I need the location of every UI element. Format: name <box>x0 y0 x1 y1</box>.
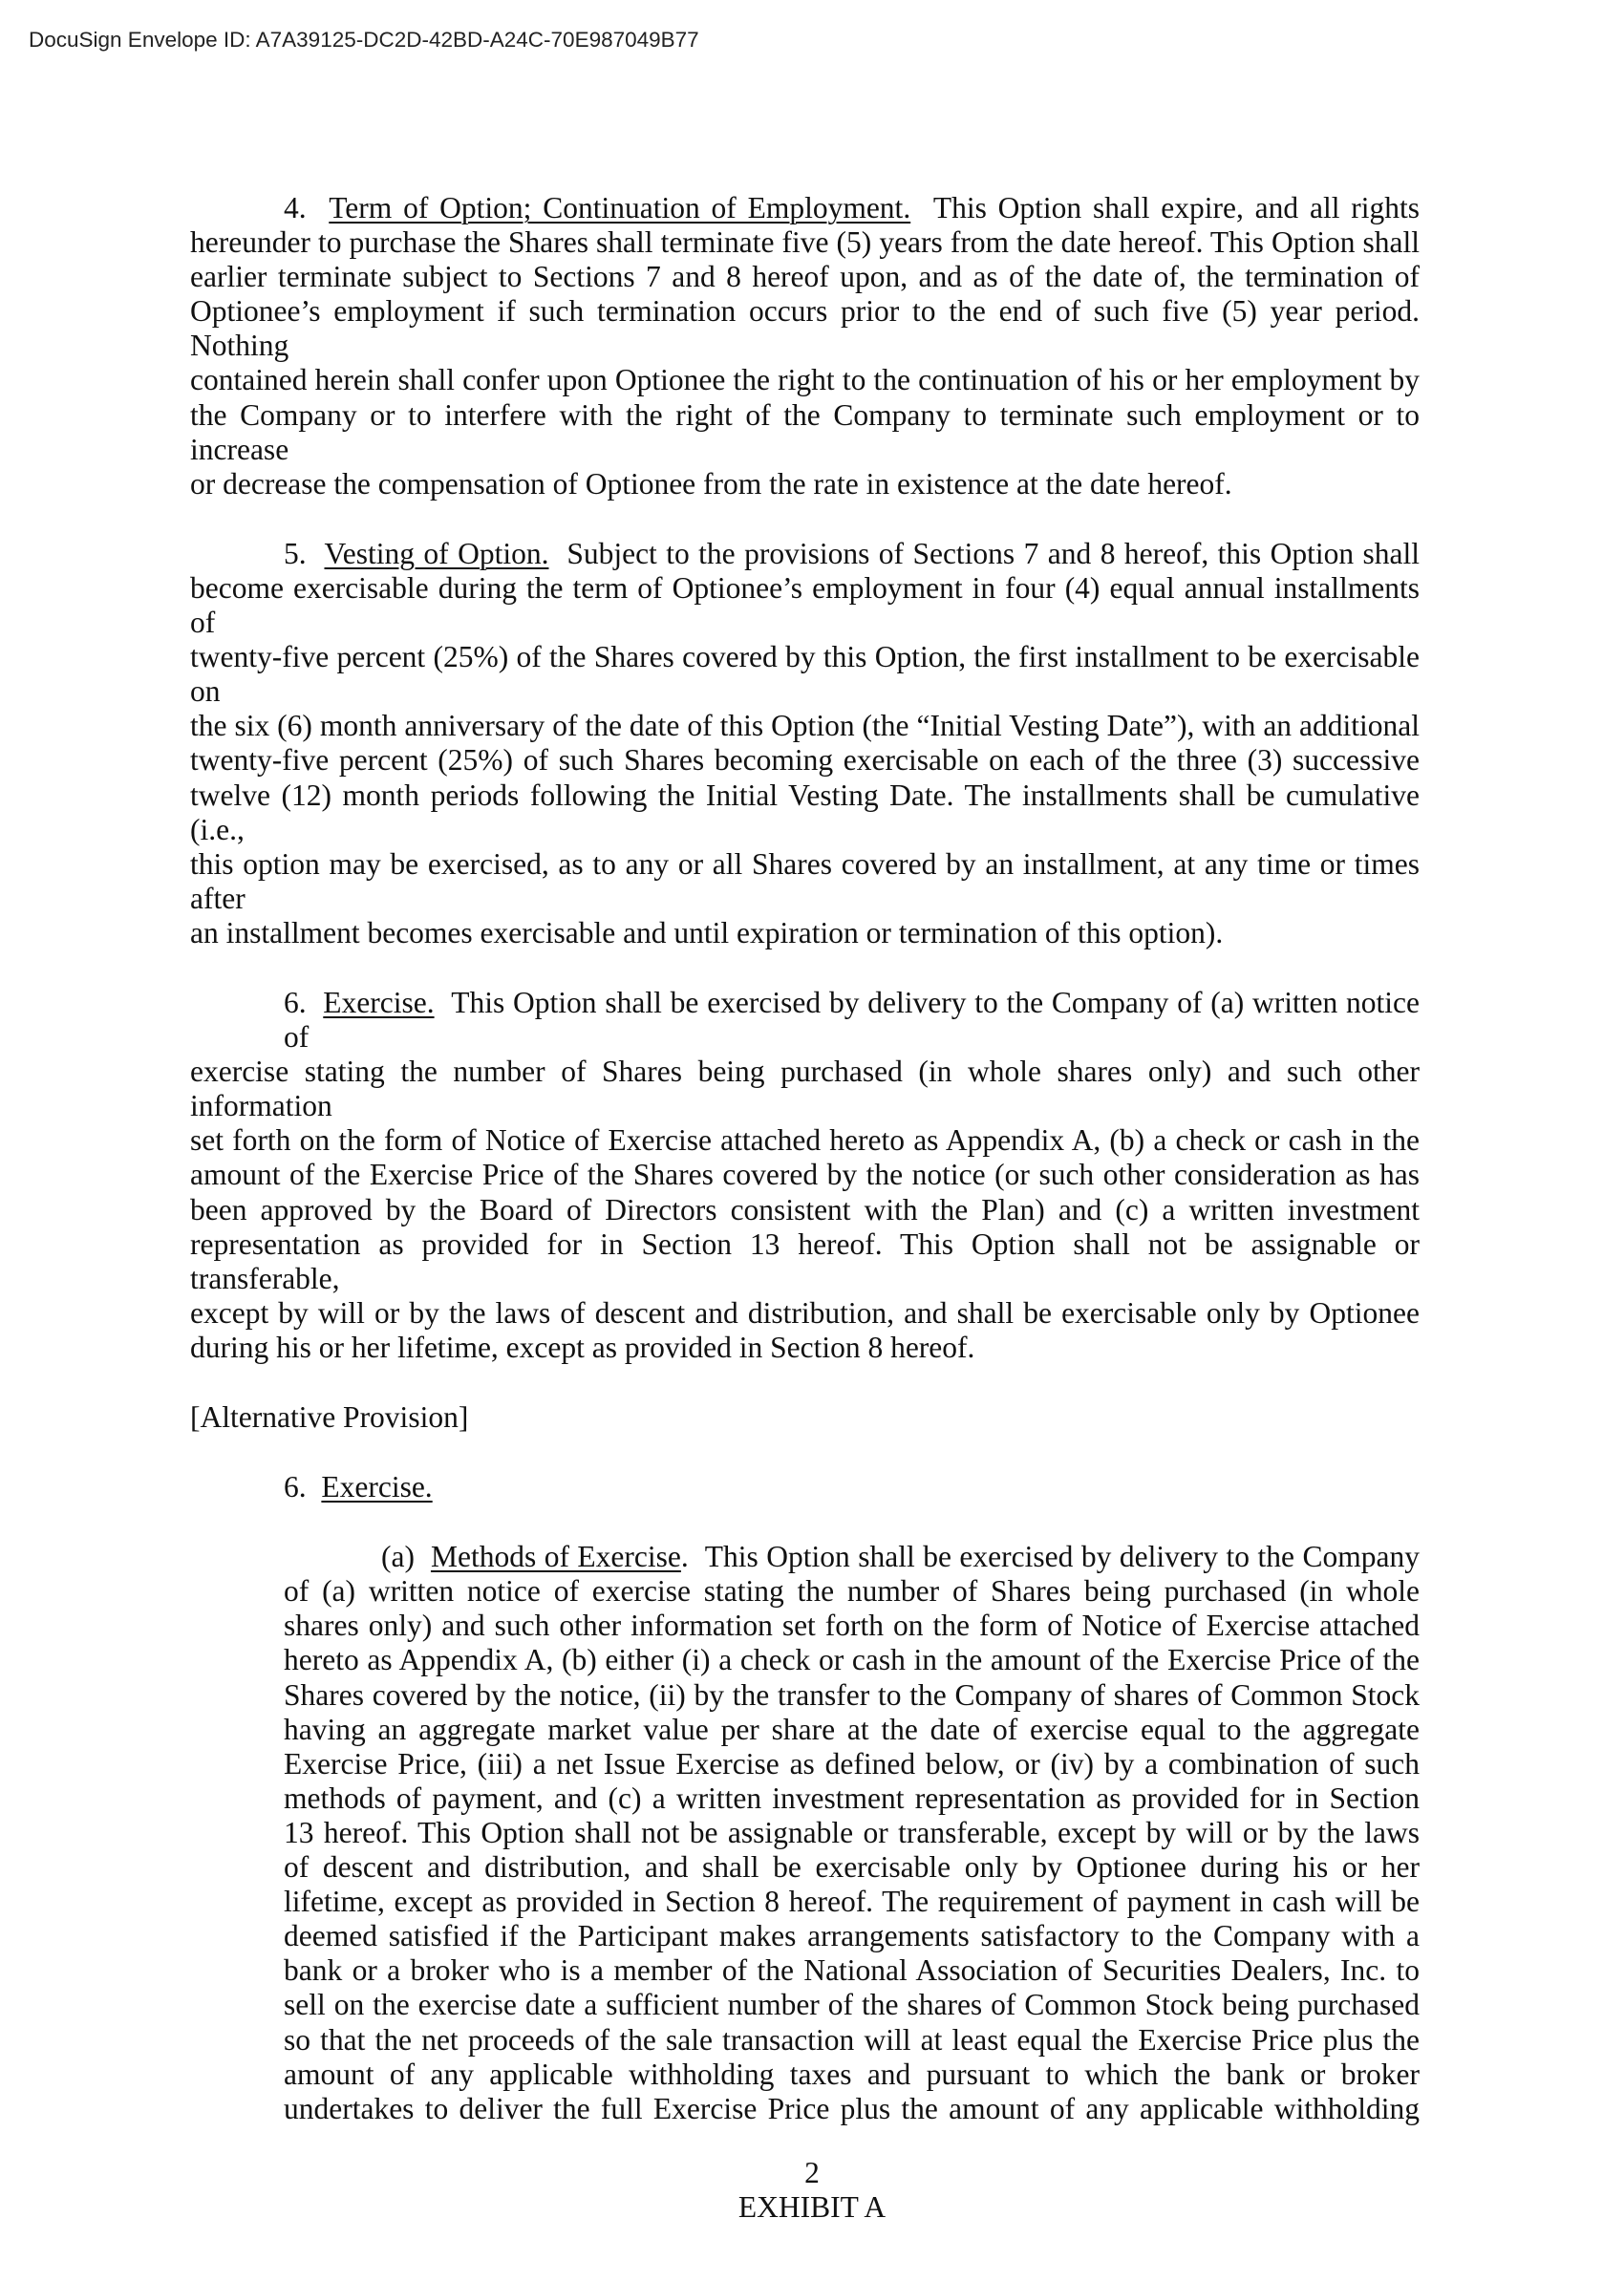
first-line <box>190 537 1420 571</box>
section-heading: Methods of Exercise <box>430 1540 681 1574</box>
first-line-text: This Option shall expire, and all rights <box>932 191 1421 224</box>
first-line <box>284 1540 1420 1574</box>
text-line: 13 hereof. This Option shall not be assignable or transferable, except by will or by the laws <box>284 1815 1420 1849</box>
text-line: amount of any applicable withholding taxes and pursuant to which the bank or broker <box>284 2057 1420 2091</box>
text-line: having an aggregate market value per share at the date of exercise equal to the aggregate <box>284 1712 1420 1746</box>
text-line: representation as provided for in Section 13 hereof. This Option shall not be assignable or transferable, <box>190 1226 1420 1295</box>
text-line: amount of the Exercise Price of the Shares covered by the notice (or such other consideration as has <box>190 1158 1420 1192</box>
section-number: 5. <box>284 536 307 570</box>
heading-punctuation: . <box>680 1540 689 1574</box>
text-line: this option may be exercised, as to any or all Shares covered by an installment, at any time or times after <box>190 846 1420 915</box>
text-line: deemed satisfied if the Participant makes arrangements satisfactory to the Company with a <box>284 1919 1420 1953</box>
text-line: of (a) written notice of exercise stating the number of Shares being purchased (in whole <box>284 1574 1420 1609</box>
text-line: the Company or to interfere with the right of the Company to terminate such employment or to increase <box>190 397 1420 466</box>
text-line: set forth on the form of Notice of Exercise attached hereto as Appendix A, (b) a check or cash in the <box>190 1123 1420 1158</box>
section-4-term-of-option <box>190 191 1420 501</box>
section-5-vesting <box>190 537 1420 950</box>
docusign-envelope-id: DocuSign Envelope ID: A7A39125-DC2D-42BD-A24C-70E987049B77 <box>29 28 699 52</box>
text-line: hereunder to purchase the Shares shall terminate five (5) years from the date hereof. This Option shall <box>190 225 1420 260</box>
text-line: been approved by the Board of Directors consistent with the Plan) and (c) a written investment <box>190 1192 1420 1226</box>
section-heading: Vesting of Option. <box>324 536 549 570</box>
section-number: 6. <box>284 1470 307 1504</box>
first-line <box>190 986 1420 1055</box>
first-line-text: Subject to the provisions of Sections 7 and 8 hereof, this Option shall <box>566 536 1420 570</box>
text-line: Exercise Price, (iii) a net Issue Exercise as defined below, or (iv) by a combination of such <box>284 1746 1420 1781</box>
exhibit-label: EXHIBIT A <box>737 2189 887 2224</box>
text-line: of descent and distribution, and shall be exercisable only by Optionee during his or her <box>284 1850 1420 1885</box>
text-line: Optionee’s employment if such termination occurs prior to the end of such five (5) year period. Nothing <box>190 294 1420 363</box>
section-heading: Exercise. <box>321 1470 433 1504</box>
text-line: methods of payment, and (c) a written investment representation as provided for in Section <box>284 1781 1420 1815</box>
text-line: an installment becomes exercisable and until expiration or termination of this option). <box>190 915 1224 949</box>
first-line-text: This Option shall be exercised by delivery to the Company of (a) written notice of <box>284 985 1421 1055</box>
text-line: twelve (12) month periods following the Initial Vesting Date. The installments shall be cumulative (i.e., <box>190 778 1420 846</box>
text-line: the six (6) month anniversary of the date of this Option (the “Initial Vesting Date”), with an additional <box>190 709 1420 743</box>
text-line: hereto as Appendix A, (b) either (i) a check or cash in the amount of the Exercise Price of the <box>284 1643 1420 1677</box>
text-line: lifetime, except as provided in Section 8 hereof. The requirement of payment in cash will be <box>284 1885 1420 1919</box>
text-line: earlier terminate subject to Sections 7 and 8 hereof upon, and as of the date of, the termination of <box>190 260 1420 294</box>
text-line: become exercisable during the term of Optionee’s employment in four (4) equal annual installments of <box>190 570 1420 640</box>
text-line: shares only) and such other information set forth on the form of Notice of Exercise attached <box>284 1609 1420 1643</box>
text-line: except by will or by the laws of descent and distribution, and shall be exercisable only by Optionee <box>190 1295 1420 1330</box>
alternative-provision-label: [Alternative Provision] <box>190 1400 469 1434</box>
text-line: twenty-five percent (25%) of the Shares covered by this Option, the first installment to be exercisable on <box>190 640 1420 709</box>
document-body <box>0 191 1624 2282</box>
subsection-a-methods-of-exercise <box>284 1540 1420 2126</box>
text-line: bank or a broker who is a member of the National Association of Securities Dealers, Inc. to <box>284 1953 1420 1988</box>
text-line: contained herein shall confer upon Optionee the right to the continuation of his or her employment by <box>190 363 1420 397</box>
text-line: twenty-five percent (25%) of such Shares becoming exercisable on each of the three (3) successive <box>190 743 1420 778</box>
text-line: sell on the exercise date a sufficient number of the shares of Common Stock being purchased <box>284 1988 1420 2022</box>
section-number: 6. <box>284 985 307 1019</box>
first-line-text: This Option shall be exercised by delivery to the Company <box>704 1540 1420 1574</box>
text-line: during his or her lifetime, except as provided in Section 8 hereof. <box>190 1330 975 1364</box>
section-number: 4. <box>284 191 307 224</box>
text-line: exercise stating the number of Shares being purchased (in whole shares only) and such other information <box>190 1055 1420 1123</box>
text-line: Shares covered by the notice, (ii) by the transfer to the Company of shares of Common Stock <box>284 1677 1420 1712</box>
page-number: 2 <box>804 2155 820 2189</box>
first-line <box>190 191 1420 225</box>
section-number: (a) <box>381 1540 415 1574</box>
text-line: undertakes to deliver the full Exercise Price plus the amount of any applicable withholding <box>284 2091 1420 2125</box>
section-6-exercise <box>190 986 1420 1365</box>
text-line: or decrease the compensation of Optionee from the rate in existence at the date hereof. <box>190 466 1232 501</box>
text-line: so that the net proceeds of the sale transaction will at least equal the Exercise Price plus the <box>284 2022 1420 2057</box>
section-heading: Term of Option; Continuation of Employment. <box>329 191 911 224</box>
alt-section-6-heading <box>190 1470 1420 1504</box>
section-heading: Exercise. <box>323 985 435 1019</box>
